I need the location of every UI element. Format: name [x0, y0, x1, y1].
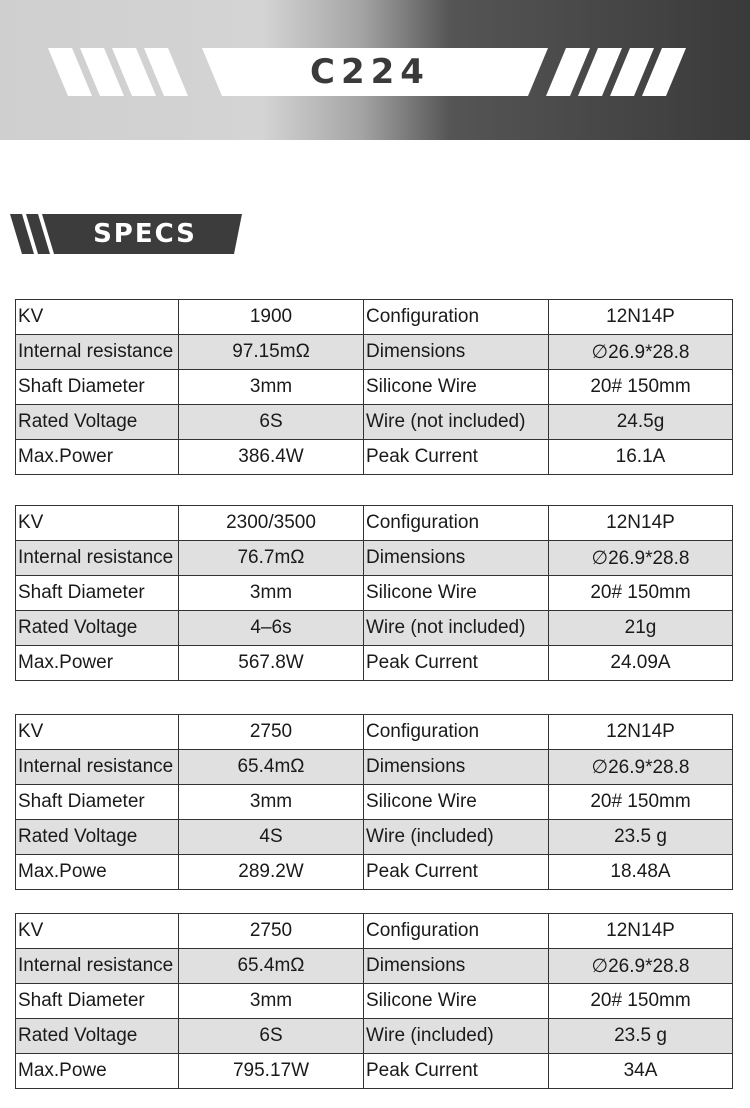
spec-table-3 — [15, 714, 733, 890]
table-row — [16, 1054, 733, 1089]
spec-value: 18.48A — [549, 855, 733, 890]
spec-value: 16.1A — [549, 440, 733, 475]
spec-label: Max.Power — [16, 646, 179, 681]
spec-label: Dimensions — [364, 949, 549, 984]
spec-value: 12N14P — [549, 914, 733, 949]
table-row — [16, 949, 733, 984]
spec-label: Rated Voltage — [16, 611, 179, 646]
table-row — [16, 335, 733, 370]
spec-label: Dimensions — [364, 750, 549, 785]
spec-value: 24.5g — [549, 405, 733, 440]
table-row — [16, 820, 733, 855]
table-row — [16, 785, 733, 820]
spec-label: Wire (not included) — [364, 611, 549, 646]
spec-value: 386.4W — [179, 440, 364, 475]
table-row — [16, 300, 733, 335]
spec-label: KV — [16, 300, 179, 335]
spec-value: 12N14P — [549, 715, 733, 750]
spec-label: Wire (not included) — [364, 405, 549, 440]
spec-value: 34A — [549, 1054, 733, 1089]
spec-value: 4–6s — [179, 611, 364, 646]
spec-value: 6S — [179, 1019, 364, 1054]
spec-value: 1900 — [179, 300, 364, 335]
spec-label: Shaft Diameter — [16, 785, 179, 820]
spec-label: Wire (included) — [364, 820, 549, 855]
spec-label: KV — [16, 506, 179, 541]
table-row — [16, 855, 733, 890]
spec-value: 567.8W — [179, 646, 364, 681]
section-title: SPECS — [93, 219, 197, 249]
table-row — [16, 1019, 733, 1054]
spec-value: 3mm — [179, 576, 364, 611]
table-row — [16, 541, 733, 576]
table-row — [16, 611, 733, 646]
spec-label: Shaft Diameter — [16, 576, 179, 611]
spec-label: Max.Powe — [16, 1054, 179, 1089]
spec-label: Configuration — [364, 506, 549, 541]
table-row — [16, 370, 733, 405]
spec-label: Rated Voltage — [16, 1019, 179, 1054]
spec-label: Configuration — [364, 715, 549, 750]
spec-value: 3mm — [179, 785, 364, 820]
spec-label: Configuration — [364, 914, 549, 949]
spec-value: 20# 150mm — [549, 576, 733, 611]
spec-value: 12N14P — [549, 506, 733, 541]
spec-label: Rated Voltage — [16, 405, 179, 440]
model-title: C224 — [310, 52, 430, 92]
spec-label: Peak Current — [364, 646, 549, 681]
spec-value: 65.4mΩ — [179, 750, 364, 785]
spec-value: 2750 — [179, 715, 364, 750]
spec-label: KV — [16, 715, 179, 750]
spec-label: Silicone Wire — [364, 370, 549, 405]
table-row — [16, 440, 733, 475]
spec-label: Max.Power — [16, 440, 179, 475]
spec-value: 289.2W — [179, 855, 364, 890]
spec-value: 23.5 g — [549, 820, 733, 855]
spec-label: Configuration — [364, 300, 549, 335]
spec-label: Dimensions — [364, 541, 549, 576]
spec-value: 23.5 g — [549, 1019, 733, 1054]
spec-label: Dimensions — [364, 335, 549, 370]
table-row — [16, 750, 733, 785]
spec-value: ∅26.9*28.8 — [549, 335, 733, 370]
spec-label: Internal resistance — [16, 750, 179, 785]
spec-value: 20# 150mm — [549, 984, 733, 1019]
spec-label: Shaft Diameter — [16, 370, 179, 405]
spec-value: 3mm — [179, 370, 364, 405]
spec-value: 24.09A — [549, 646, 733, 681]
spec-table-2 — [15, 505, 733, 681]
spec-value: ∅26.9*28.8 — [549, 949, 733, 984]
spec-label: Peak Current — [364, 440, 549, 475]
table-row — [16, 576, 733, 611]
spec-value: 65.4mΩ — [179, 949, 364, 984]
spec-value: 76.7mΩ — [179, 541, 364, 576]
spec-label: KV — [16, 914, 179, 949]
spec-value: 6S — [179, 405, 364, 440]
spec-table-1 — [15, 299, 733, 475]
title-banner — [0, 0, 750, 140]
spec-label: Internal resistance — [16, 541, 179, 576]
spec-value: 2750 — [179, 914, 364, 949]
spec-label: Wire (included) — [364, 1019, 549, 1054]
spec-label: Internal resistance — [16, 949, 179, 984]
table-row — [16, 984, 733, 1019]
table-row — [16, 914, 733, 949]
spec-value: 21g — [549, 611, 733, 646]
spec-label: Peak Current — [364, 1054, 549, 1089]
spec-label: Silicone Wire — [364, 576, 549, 611]
spec-value: 12N14P — [549, 300, 733, 335]
spec-value: 3mm — [179, 984, 364, 1019]
spec-label: Shaft Diameter — [16, 984, 179, 1019]
spec-label: Peak Current — [364, 855, 549, 890]
spec-value: 4S — [179, 820, 364, 855]
table-row — [16, 506, 733, 541]
spec-value: 20# 150mm — [549, 785, 733, 820]
spec-table-4 — [15, 913, 733, 1089]
table-row — [16, 405, 733, 440]
spec-value: 795.17W — [179, 1054, 364, 1089]
spec-value: 2300/3500 — [179, 506, 364, 541]
spec-label: Internal resistance — [16, 335, 179, 370]
spec-value: 97.15mΩ — [179, 335, 364, 370]
spec-label: Max.Powe — [16, 855, 179, 890]
spec-label: Rated Voltage — [16, 820, 179, 855]
spec-value: 20# 150mm — [549, 370, 733, 405]
spec-label: Silicone Wire — [364, 984, 549, 1019]
spec-label: Silicone Wire — [364, 785, 549, 820]
spec-value: ∅26.9*28.8 — [549, 541, 733, 576]
table-row — [16, 646, 733, 681]
table-row — [16, 715, 733, 750]
spec-value: ∅26.9*28.8 — [549, 750, 733, 785]
